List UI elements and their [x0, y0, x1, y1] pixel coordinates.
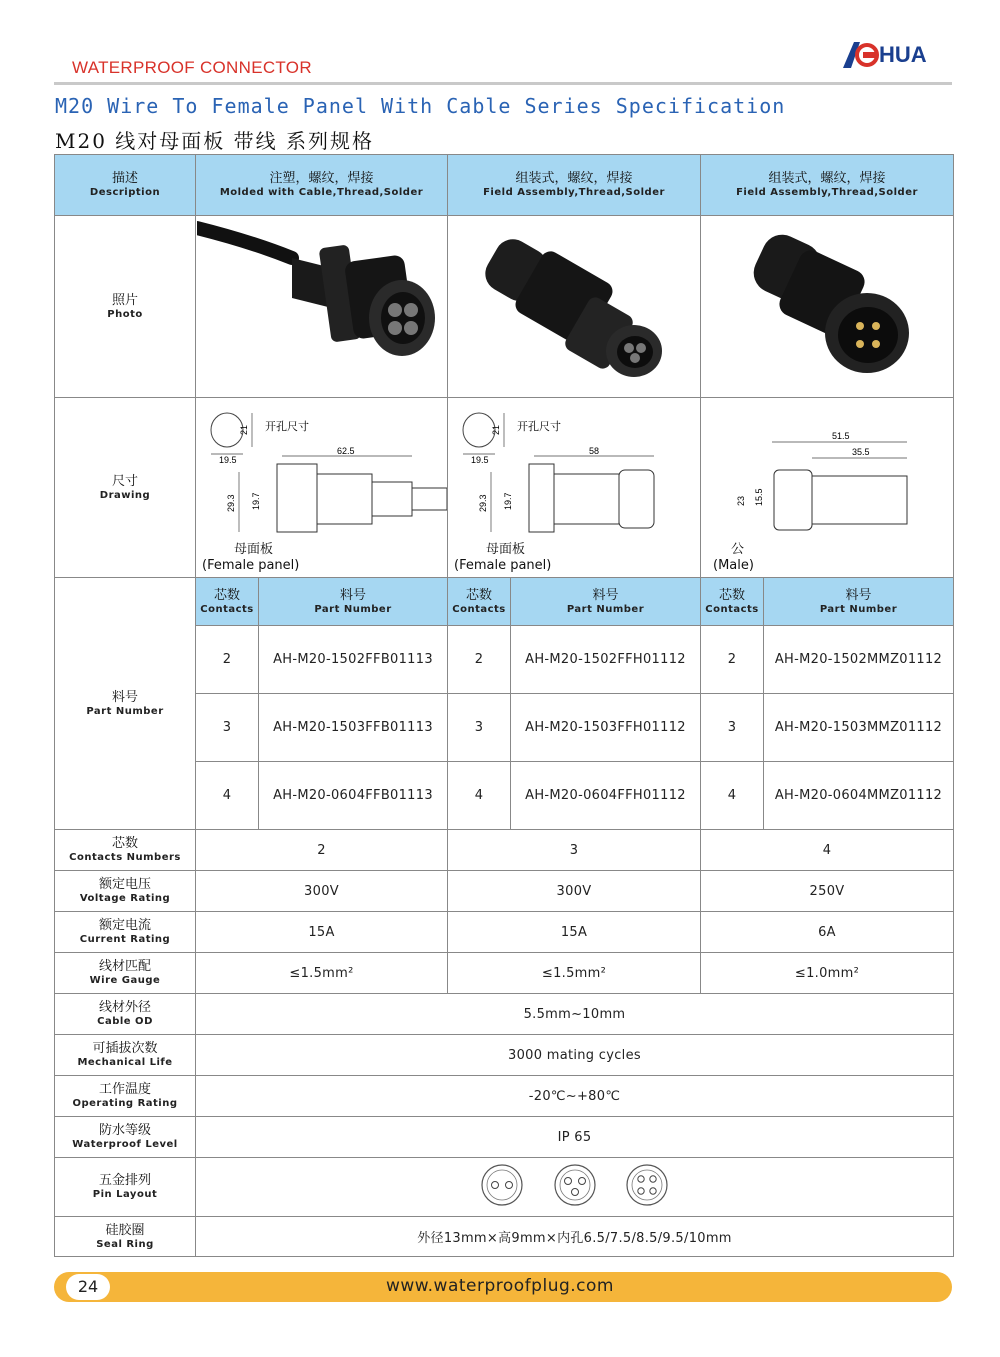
footer-url[interactable]: www.waterproofplug.com	[386, 1276, 614, 1296]
contacts-header: 芯数 Contacts	[196, 578, 259, 626]
contacts-header: 芯数 Contacts	[448, 578, 511, 626]
table-row: 4 AH-M20-0604FFB01113 4 AH-M20-0604FFH01112 4 AH-M20-0604MMZ01112	[55, 762, 954, 830]
svg-text:23: 23	[736, 495, 746, 506]
svg-text:35.5: 35.5	[852, 446, 870, 457]
pn-header: 料号 Part Number	[511, 578, 701, 626]
spec-row-contacts: 芯数 Contacts Numbers 2 3 4	[55, 830, 954, 871]
photo-molded-connector	[196, 216, 448, 398]
svg-text:开孔尺寸: 开孔尺寸	[264, 420, 309, 433]
header-row	[55, 155, 954, 216]
logo-text: HUA	[879, 42, 927, 67]
drawing-field-assembly-female	[448, 398, 701, 578]
page-title-en: M20 Wire To Female Panel With Cable Series Specification	[55, 94, 786, 118]
svg-text:29.3: 29.3	[478, 493, 488, 512]
part-number-label: 料号 Part Number	[55, 578, 196, 830]
pin-layout-3-icon	[553, 1163, 597, 1211]
caption-en-field-female: (Female panel)	[454, 557, 552, 573]
pin-layout-diagrams	[196, 1158, 954, 1217]
photo-field-assembly-male	[701, 216, 954, 398]
caption-cn-molded: 母面板	[234, 541, 274, 557]
pn-header: 料号 Part Number	[259, 578, 448, 626]
page-title-cn: M20 线对母面板 带线 系列规格	[55, 129, 374, 153]
svg-text:21: 21	[238, 424, 249, 435]
svg-text:58: 58	[589, 445, 600, 456]
col-header-field-assembly-male: 组装式，螺纹，焊接 Field Assembly,Thread,Solder	[701, 155, 954, 216]
svg-text:21: 21	[491, 424, 501, 435]
logo-mark-icon	[843, 40, 879, 70]
caption-cn-male: 公	[731, 541, 745, 557]
caption-en-male: (Male)	[713, 557, 754, 573]
table-row: 3 AH-M20-1503FFB01113 3 AH-M20-1503FFH01112 3 AH-M20-1503MMZ01112	[55, 694, 954, 762]
drawing-field-assembly-male	[701, 398, 954, 578]
svg-text:19.5: 19.5	[471, 454, 489, 465]
caption-en-molded: (Female panel)	[202, 557, 300, 573]
svg-text:19.7: 19.7	[250, 491, 261, 510]
spec-row-wire-gauge: 线材匹配 Wire Gauge ≤1.5mm² ≤1.5mm² ≤1.0mm²	[55, 953, 954, 994]
spec-row-mechanical-life: 可插拔次数 Mechanical Life 3000 mating cycles	[55, 1035, 954, 1076]
svg-text:62.5: 62.5	[336, 445, 355, 456]
pn-header: 料号 Part Number	[764, 578, 954, 626]
spec-row-voltage: 额定电压 Voltage Rating 300V 300V 250V	[55, 871, 954, 912]
spec-row-waterproof: 防水等级 Waterproof Level IP 65	[55, 1117, 954, 1158]
part-number-header-row	[55, 578, 954, 626]
drawing-row	[55, 398, 954, 578]
pin-layout-4-icon	[625, 1163, 669, 1211]
spec-row-current: 额定电流 Current Rating 15A 15A 6A	[55, 912, 954, 953]
photo-label: 照片 Photo	[55, 216, 196, 398]
spec-row-cable-od: 线材外径 Cable OD 5.5mm~10mm	[55, 994, 954, 1035]
spec-row-operating-temp: 工作温度 Operating Rating -20℃~+80℃	[55, 1076, 954, 1117]
header-divider	[54, 82, 952, 85]
contacts-header: 芯数 Contacts	[701, 578, 764, 626]
caption-cn-field-female: 母面板	[486, 541, 526, 557]
pin-layout-2-icon	[480, 1163, 524, 1211]
spec-row-pin-layout: 五金排列 Pin Layout	[55, 1158, 954, 1217]
drawing-molded	[196, 398, 448, 578]
svg-text:19.5: 19.5	[218, 454, 237, 465]
page-number: 24	[66, 1274, 110, 1300]
spec-row-seal-ring: 硅胶圈 Seal Ring 外径13mm×高9mm×内孔6.5/7.5/8.5/9.5/10mm	[55, 1217, 954, 1257]
photo-row	[55, 216, 954, 398]
company-logo	[843, 38, 927, 72]
col-header-field-assembly-female: 组装式，螺纹，焊接 Field Assembly,Thread,Solder	[448, 155, 701, 216]
drawing-label: 尺寸 Drawing	[55, 398, 196, 578]
col-header-molded: 注塑，螺纹，焊接 Molded with Cable,Thread,Solder	[196, 155, 448, 216]
desc-header: 描述 Description	[55, 155, 196, 216]
spec-table	[54, 154, 954, 1257]
svg-text:29.3: 29.3	[225, 493, 236, 512]
svg-text:51.5: 51.5	[832, 430, 850, 441]
table-row: 2 AH-M20-1502FFB01113 2 AH-M20-1502FFH01112 2 AH-M20-1502MMZ01112	[55, 626, 954, 694]
photo-field-assembly-female	[448, 216, 701, 398]
section-title: WATERPROOF CONNECTOR	[72, 58, 312, 77]
svg-text:开孔尺寸: 开孔尺寸	[517, 420, 561, 433]
svg-text:15.5: 15.5	[754, 487, 764, 506]
svg-text:19.7: 19.7	[503, 491, 513, 510]
